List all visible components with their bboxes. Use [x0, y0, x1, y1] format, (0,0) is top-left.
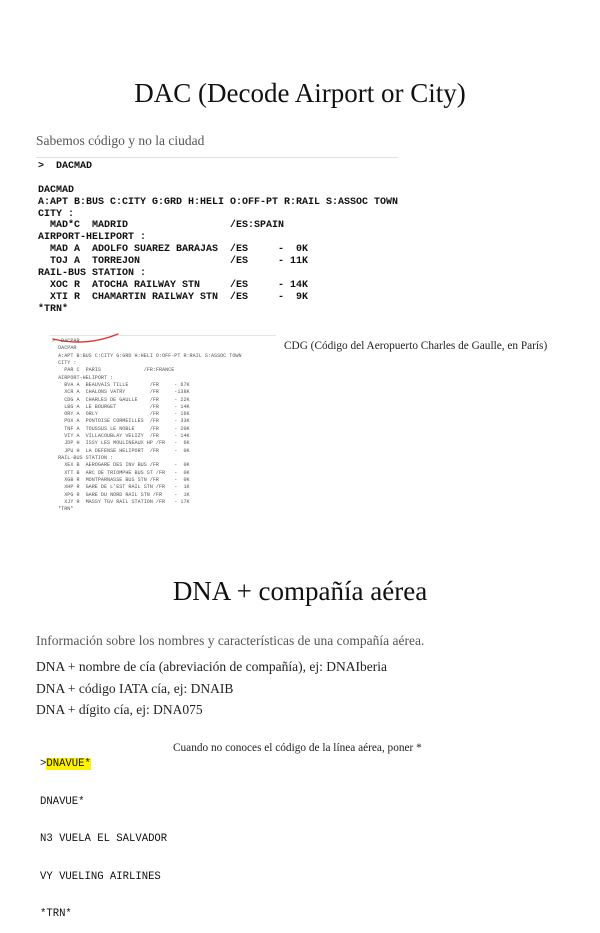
- terminal-line: JPU H LA DEFENSE HELIPORT /FR - 0K: [52, 447, 190, 454]
- terminal-line: VY VUELING AIRLINES: [40, 870, 161, 883]
- section-subtitle-dna: Información sobre los nombres y características de una compañía aérea.: [36, 633, 425, 648]
- terminal-line: DACPAR: [52, 345, 77, 352]
- terminal-line: TOJ A TORREJON /ES - 11K: [38, 256, 309, 268]
- terminal-line: JDP H ISSY LES MOULINEAUX HP /FR - 6K: [52, 440, 190, 447]
- section-title-dac: DAC (Decode Airport or City): [134, 78, 466, 108]
- terminal-line: ORY A ORLY /FR - 16K: [52, 411, 190, 418]
- terminal-line: XTT B ARC DE TRIOMPHE BUS ST /FR - 0K: [52, 469, 190, 476]
- terminal-line: > DACPAR: [52, 338, 80, 344]
- prompt-symbol: >: [40, 758, 47, 770]
- terminal-line: *TRN*: [38, 303, 69, 315]
- terminal-line: XCR A CHALONS VATRY /FR -138K: [52, 389, 190, 396]
- terminal-line: XGB R MONTPARNASSE BUS STN /FR - 0K: [52, 476, 190, 483]
- dac-terminal-output: [38, 161, 398, 316]
- terminal-line: XTI R CHAMARTIN RAILWAY STN /ES - 9K: [38, 291, 309, 303]
- terminal-line: CITY :: [52, 359, 77, 366]
- terminal-line: [38, 173, 398, 185]
- dna-command-line: [40, 758, 167, 771]
- terminal-line: DNAVUE*: [40, 795, 85, 808]
- dna-note: Cuando no conoces el código de la línea aérea, poner *: [173, 742, 422, 754]
- dna-item-name: DNA + nombre de cía (abreviación de compañía), ej: DNAIberia: [36, 659, 387, 674]
- cdg-terminal-screenshot: [50, 335, 276, 532]
- terminal-line: MAD*C MADRID /ES:SPAIN: [38, 220, 285, 232]
- terminal-line: N3 VUELA EL SALVADOR: [40, 833, 168, 845]
- terminal-line: CITY :: [38, 208, 75, 220]
- terminal-line: BVA A BEAUVAIS TILLE /FR - 67K: [52, 381, 190, 388]
- terminal-line: *TRN*: [40, 908, 72, 920]
- terminal-line: TNF A TOUSSUS LE NOBLE /FR - 20K: [52, 425, 190, 432]
- dna-item-digit: DNA + dígito cía, ej: DNA075: [36, 702, 203, 717]
- terminal-line: LBG A LE BOURGET /FR - 14K: [52, 403, 190, 410]
- terminal-line: XHP R GARE DE L'EST RAIL STN /FR - 1K: [52, 484, 190, 491]
- section-subtitle-dac: Sabemos código y no la ciudad: [36, 133, 205, 148]
- cdg-terminal-text: [52, 338, 242, 514]
- terminal-line: XPG R GARE DU NORD RAIL STN /FR - 1K: [52, 491, 190, 498]
- terminal-line: RAIL-BUS STATION :: [38, 268, 147, 280]
- section-title-dna: DNA + compañía aérea: [172, 576, 428, 606]
- divider: [36, 157, 398, 158]
- dna-item-iata: DNA + código IATA cía, ej: DNAIB: [36, 681, 234, 696]
- terminal-line: *TRN*: [52, 506, 74, 513]
- terminal-line: POX A PONTOISE CORMEILLES /FR - 33K: [52, 418, 190, 425]
- terminal-line: XOC R ATOCHA RAILWAY STN /ES - 14K: [38, 279, 309, 291]
- terminal-line: AIRPORT-HELIPORT :: [38, 232, 147, 244]
- terminal-line: RAIL-BUS STATION :: [52, 455, 114, 461]
- terminal-line: A:APT B:BUS C:CITY G:GRD H:HELI O:OFF-PT R:RAIL S:ASSOC TOWN: [52, 352, 242, 359]
- terminal-line: > DACMAD: [38, 161, 93, 172]
- terminal-line: CDG A CHARLES DE GAULLE /FR - 22K: [52, 396, 190, 403]
- terminal-line: PAR C PARIS /FR:FRANCE: [52, 367, 175, 374]
- terminal-line: AIRPORT-HELIPORT :: [52, 374, 114, 381]
- highlighted-command: DNAVUE*: [46, 758, 91, 770]
- terminal-line: VIY A VILLACOUBLAY VELIZY /FR - 14K: [52, 433, 190, 440]
- terminal-line: XEX B AEROGARE DES INV BUS /FR - 0K: [52, 462, 190, 469]
- terminal-line: XJY R MASSY TGV RAIL STATION /FR - 17K: [52, 498, 190, 505]
- terminal-line: MAD A ADOLFO SUAREZ BARAJAS /ES - 0K: [38, 244, 309, 256]
- cdg-caption: CDG (Código del Aeropuerto Charles de Gaulle, en París): [284, 340, 548, 352]
- terminal-line: DACMAD: [38, 184, 75, 196]
- dna-terminal-output: [40, 733, 167, 933]
- terminal-line: A:APT B:BUS C:CITY G:GRD H:HELI O:OFF-PT R:RAIL S:ASSOC TOWN: [38, 196, 399, 208]
